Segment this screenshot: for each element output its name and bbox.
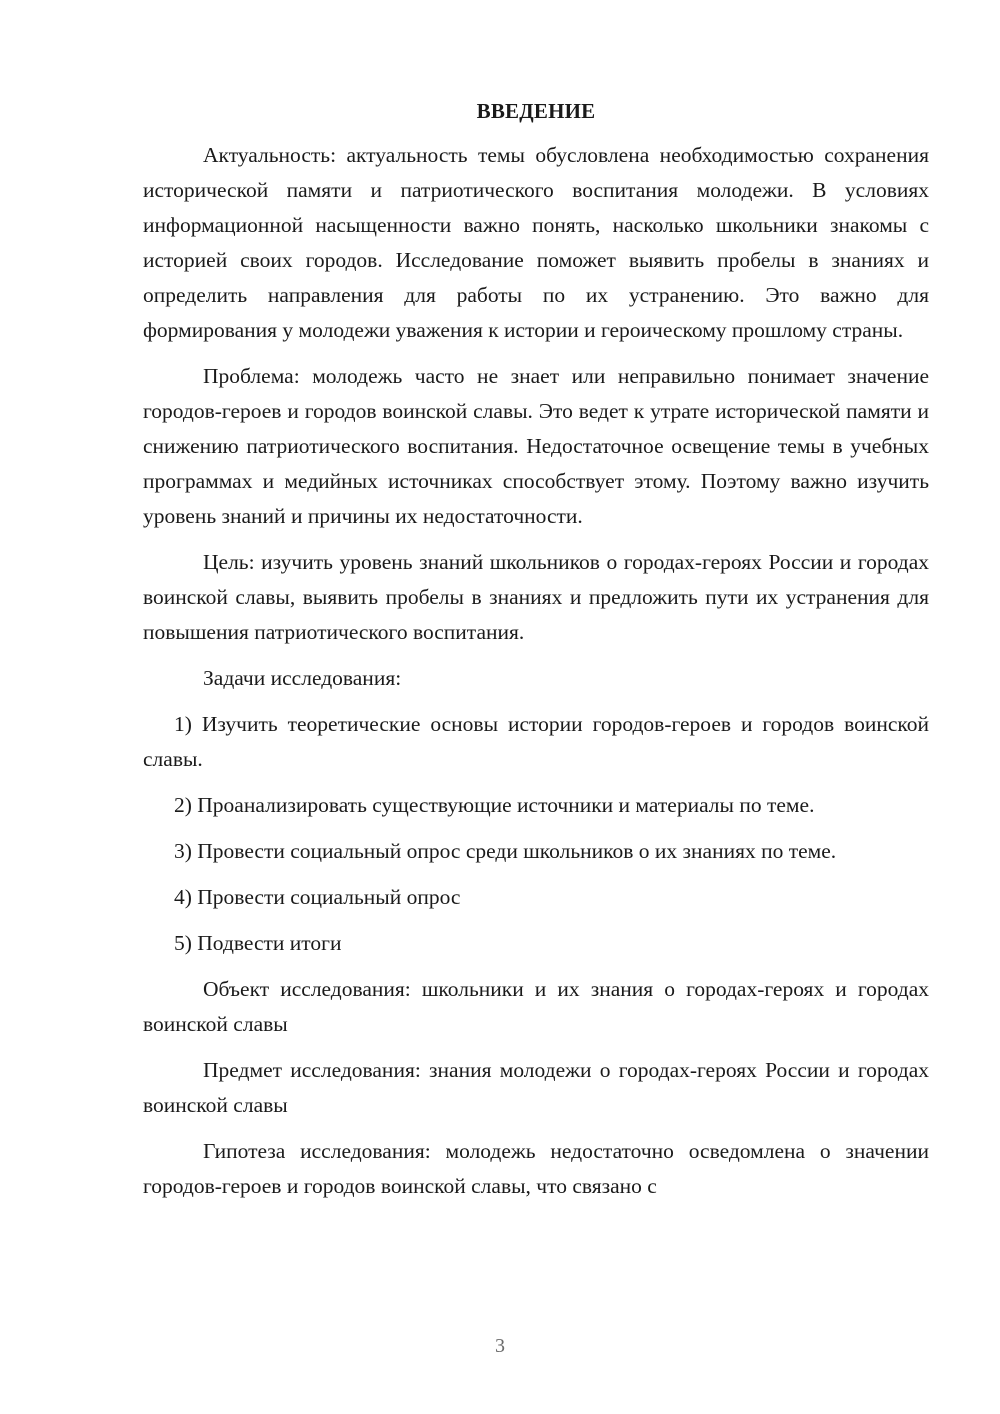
task-item-4: 4) Провести социальный опрос [174,885,461,909]
paragraph-object: Объект исследования: школьники и их знания о городах-героях и городах воинской славы [143,977,929,1036]
paragraph-hypothesis: Гипотеза исследования: молодежь недостаточно осведомлена о значении городов-героев и городов воинской славы, что связано с [143,1139,929,1198]
task-item-1: 1) Изучить теоретические основы истории городов-героев и городов воинской славы. [143,712,929,771]
page-content [143,96,929,1215]
paragraph-subject: Предмет исследования: знания молодежи о городах-героях России и городах воинской славы [143,1058,929,1117]
task-item-2: 2) Проанализировать существующие источники и материалы по теме. [174,793,815,817]
task-item-5: 5) Подвести итоги [174,931,342,955]
paragraph-goal: Цель: изучить уровень знаний школьников о городах-героях России и городах воинской славы, выявить пробелы в знаниях и предложить пути их устранения для повышения патриотического воспитания. [143,550,929,644]
section-title: ВВЕДЕНИЕ [476,99,596,123]
paragraph-relevance: Актуальность: актуальность темы обусловлена необходимостью сохранения исторической памяти и патриотического воспитания молодежи. В условиях информационной насыщенности важно понять, насколько школьники знакомы с историей своих городов. Исследование поможет выявить пробелы в знаниях и определить направления для работы по их устранению. Это важно для формирования у молодежи уважения к истории и героическому прошлому страны. [143,143,929,342]
tasks-heading: Задачи исследования: [203,666,402,690]
paragraph-problem: Проблема: молодежь часто не знает или неправильно понимает значение городов-героев и городов воинской славы. Это ведет к утрате исторической памяти и снижению патриотического воспитания. Недостаточное освещение темы в учебных программах и медийных источниках способствует этому. Поэтому важно изучить уровень знаний и причины их недостаточности. [143,364,929,528]
page-number: 3 [495,1335,505,1357]
task-item-3: 3) Провести социальный опрос среди школьников о их знаниях по теме. [174,839,837,863]
